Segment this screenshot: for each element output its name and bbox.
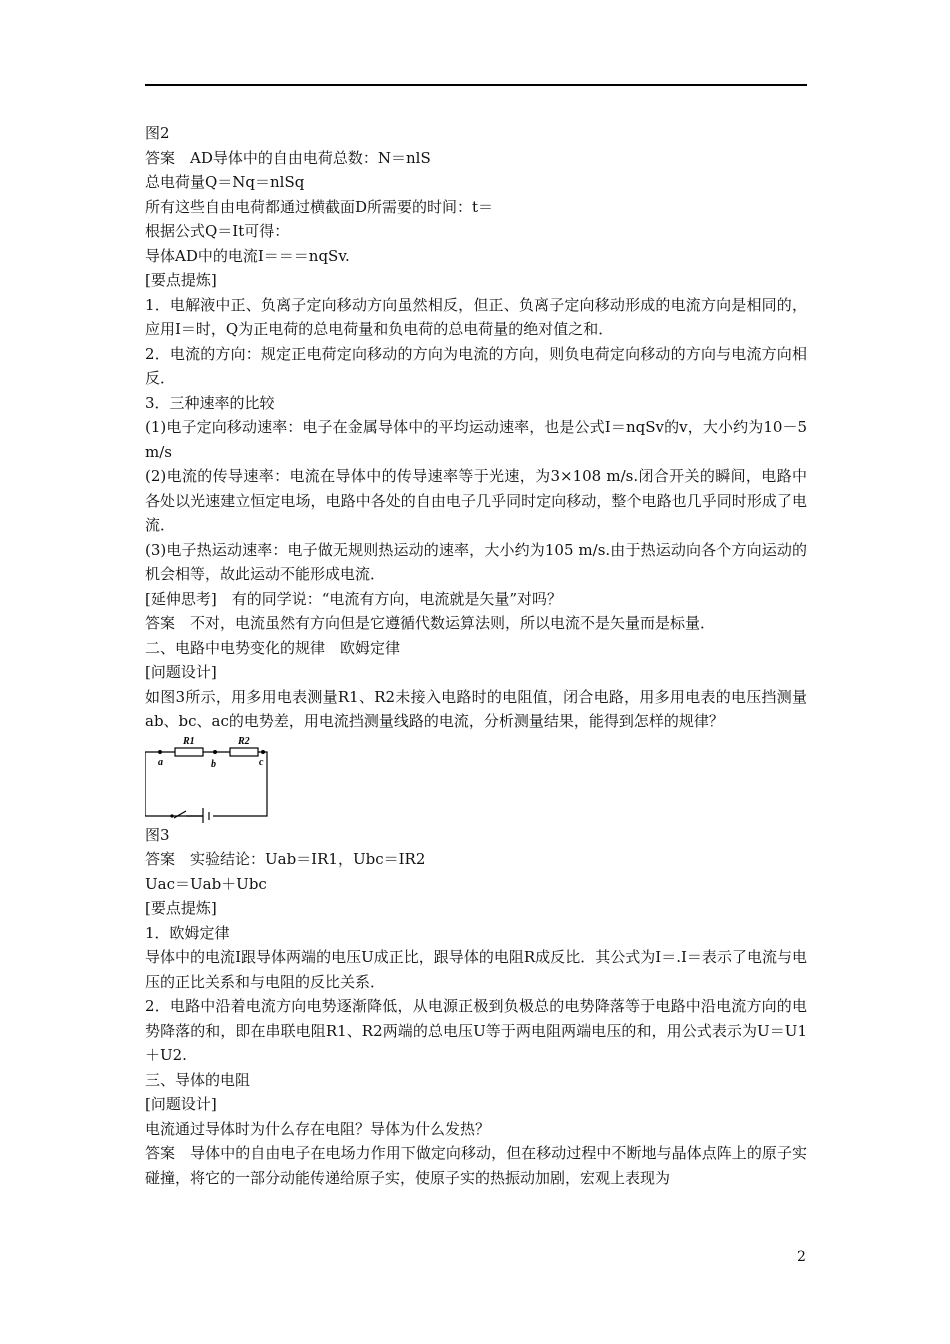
propagation-speed-item: (2)电流的传导速率：电流在导体中的传导速率等于光速，为3×108 m/s.闭合开关的瞬间，电路中各处以光速建立恒定电场，电路中各处的自由电子几乎同时定向移动，整个电路也几乎同时形成了电流． [145, 467, 807, 534]
formula-intro: 根据公式Q＝It可得： [145, 222, 290, 240]
resistor-r2-label: R2 [238, 735, 250, 747]
header-rule [145, 84, 807, 86]
node-b-label: b [211, 758, 216, 770]
node-c-dot [261, 750, 265, 754]
section-3-heading: 三、导体的电阻 [145, 1070, 251, 1089]
section-2-heading: 二、电路中电势变化的规律 欧姆定律 [145, 638, 401, 657]
ohms-law-heading: 1．欧姆定律 [145, 923, 230, 942]
total-charge-formula: 总电荷量Q＝Nq＝nlSq [145, 173, 305, 191]
circuit-diagram [145, 734, 275, 823]
node-c-label: c [259, 756, 264, 768]
voltage-sum-formula: Uac＝Uab＋Ubc [145, 874, 267, 893]
page-number: 2 [797, 1249, 806, 1265]
thermal-velocity-item: (3)电子热运动速率：电子做无规则热运动的速率，大小约为105 m/s.由于热运动向各个方向运动的机会相等，故此运动不能形成电流． [145, 540, 807, 583]
circuit-figure-3 [145, 734, 807, 823]
key-point-2: 2．电流的方向：规定正电荷定向移动的方向为电流的方向，则负电荷定向移动的方向与电流方向相反． [145, 344, 807, 387]
experiment-conclusion: 答案 实验结论：Uab＝IR1，Ubc＝IR2 [145, 850, 426, 868]
node-a-label: a [158, 756, 163, 768]
figure-2-caption: 图2 [145, 124, 170, 142]
time-formula: 所有这些自由电荷都通过横截面D所需要的时间：t＝ [145, 197, 494, 216]
extended-thinking-answer: 答案 不对，电流虽然有方向但是它遵循代数运算法则，所以电流不是矢量而是标量． [145, 614, 716, 632]
potential-drop-text: 2．电路中沿着电流方向电势逐渐降低，从电源正极到负极总的电势降落等于电路中沿电流方向的电势降落的和，即在串联电阻R1、R2两端的总电压U等于两电阻两端电压的和，用公式表示为U＝U1＋U2. [145, 997, 807, 1064]
key-point-3-heading: 3．三种速率的比较 [145, 393, 275, 412]
problem-design-text: 如图3所示，用多用电表测量R1、R2未接入电路时的电阻值，闭合电路，用多用电表的电压挡测量ab、bc、ac的电势差，用电流挡测量线路的电流，分析测量结果，能得到怎样的规律？ [145, 687, 807, 730]
key-point-1: 1．电解液中正、负离子定向移动方向虽然相反，但正、负离子定向移动形成的电流方向是相同的，应用I＝时，Q为正电荷的总电荷量和负电荷的总电荷量的绝对值之和． [145, 295, 807, 338]
page-content [145, 121, 807, 1190]
drift-velocity-item: (1)电子定向移动速率：电子在金属导体中的平均运动速率，也是公式I＝nqSv的v，大小约为10－5 m/s [145, 418, 807, 461]
figure-3-caption: 图3 [145, 825, 170, 844]
problem-design-heading-2: [问题设计] [145, 1095, 217, 1113]
resistance-answer: 答案 导体中的自由电子在电场力作用下做定向移动，但在移动过程中不断地与晶体点阵上的原子实碰撞，将它的一部分动能传递给原子实，使原子实的热振动加剧，宏观上表现为 [145, 1144, 807, 1187]
current-formula: 导体AD中的电流I＝＝＝nqSv. [145, 246, 350, 265]
node-a-dot [158, 750, 162, 754]
problem-design-heading: [问题设计] [145, 663, 217, 681]
key-points-heading: [要点提炼] [145, 271, 217, 289]
node-b-dot [213, 750, 217, 754]
resistor-r1-label: R1 [183, 735, 195, 747]
resistance-question: 电流通过导体时为什么存在电阻？导体为什么发热？ [145, 1119, 491, 1138]
answer-total-charges: 答案 AD导体中的自由电荷总数：N＝nlS [145, 148, 431, 167]
extended-thinking: [延伸思考] 有的同学说：“电流有方向，电流就是矢量”对吗？ [145, 589, 563, 608]
ohms-law-text: 导体中的电流I跟导体两端的电压U成正比，跟导体的电阻R成反比．其公式为I＝.I＝表示了电流与电压的正比关系和与电阻的反比关系． [145, 948, 807, 991]
switch-pivot [170, 814, 173, 817]
key-points-heading-2: [要点提炼] [145, 899, 217, 917]
